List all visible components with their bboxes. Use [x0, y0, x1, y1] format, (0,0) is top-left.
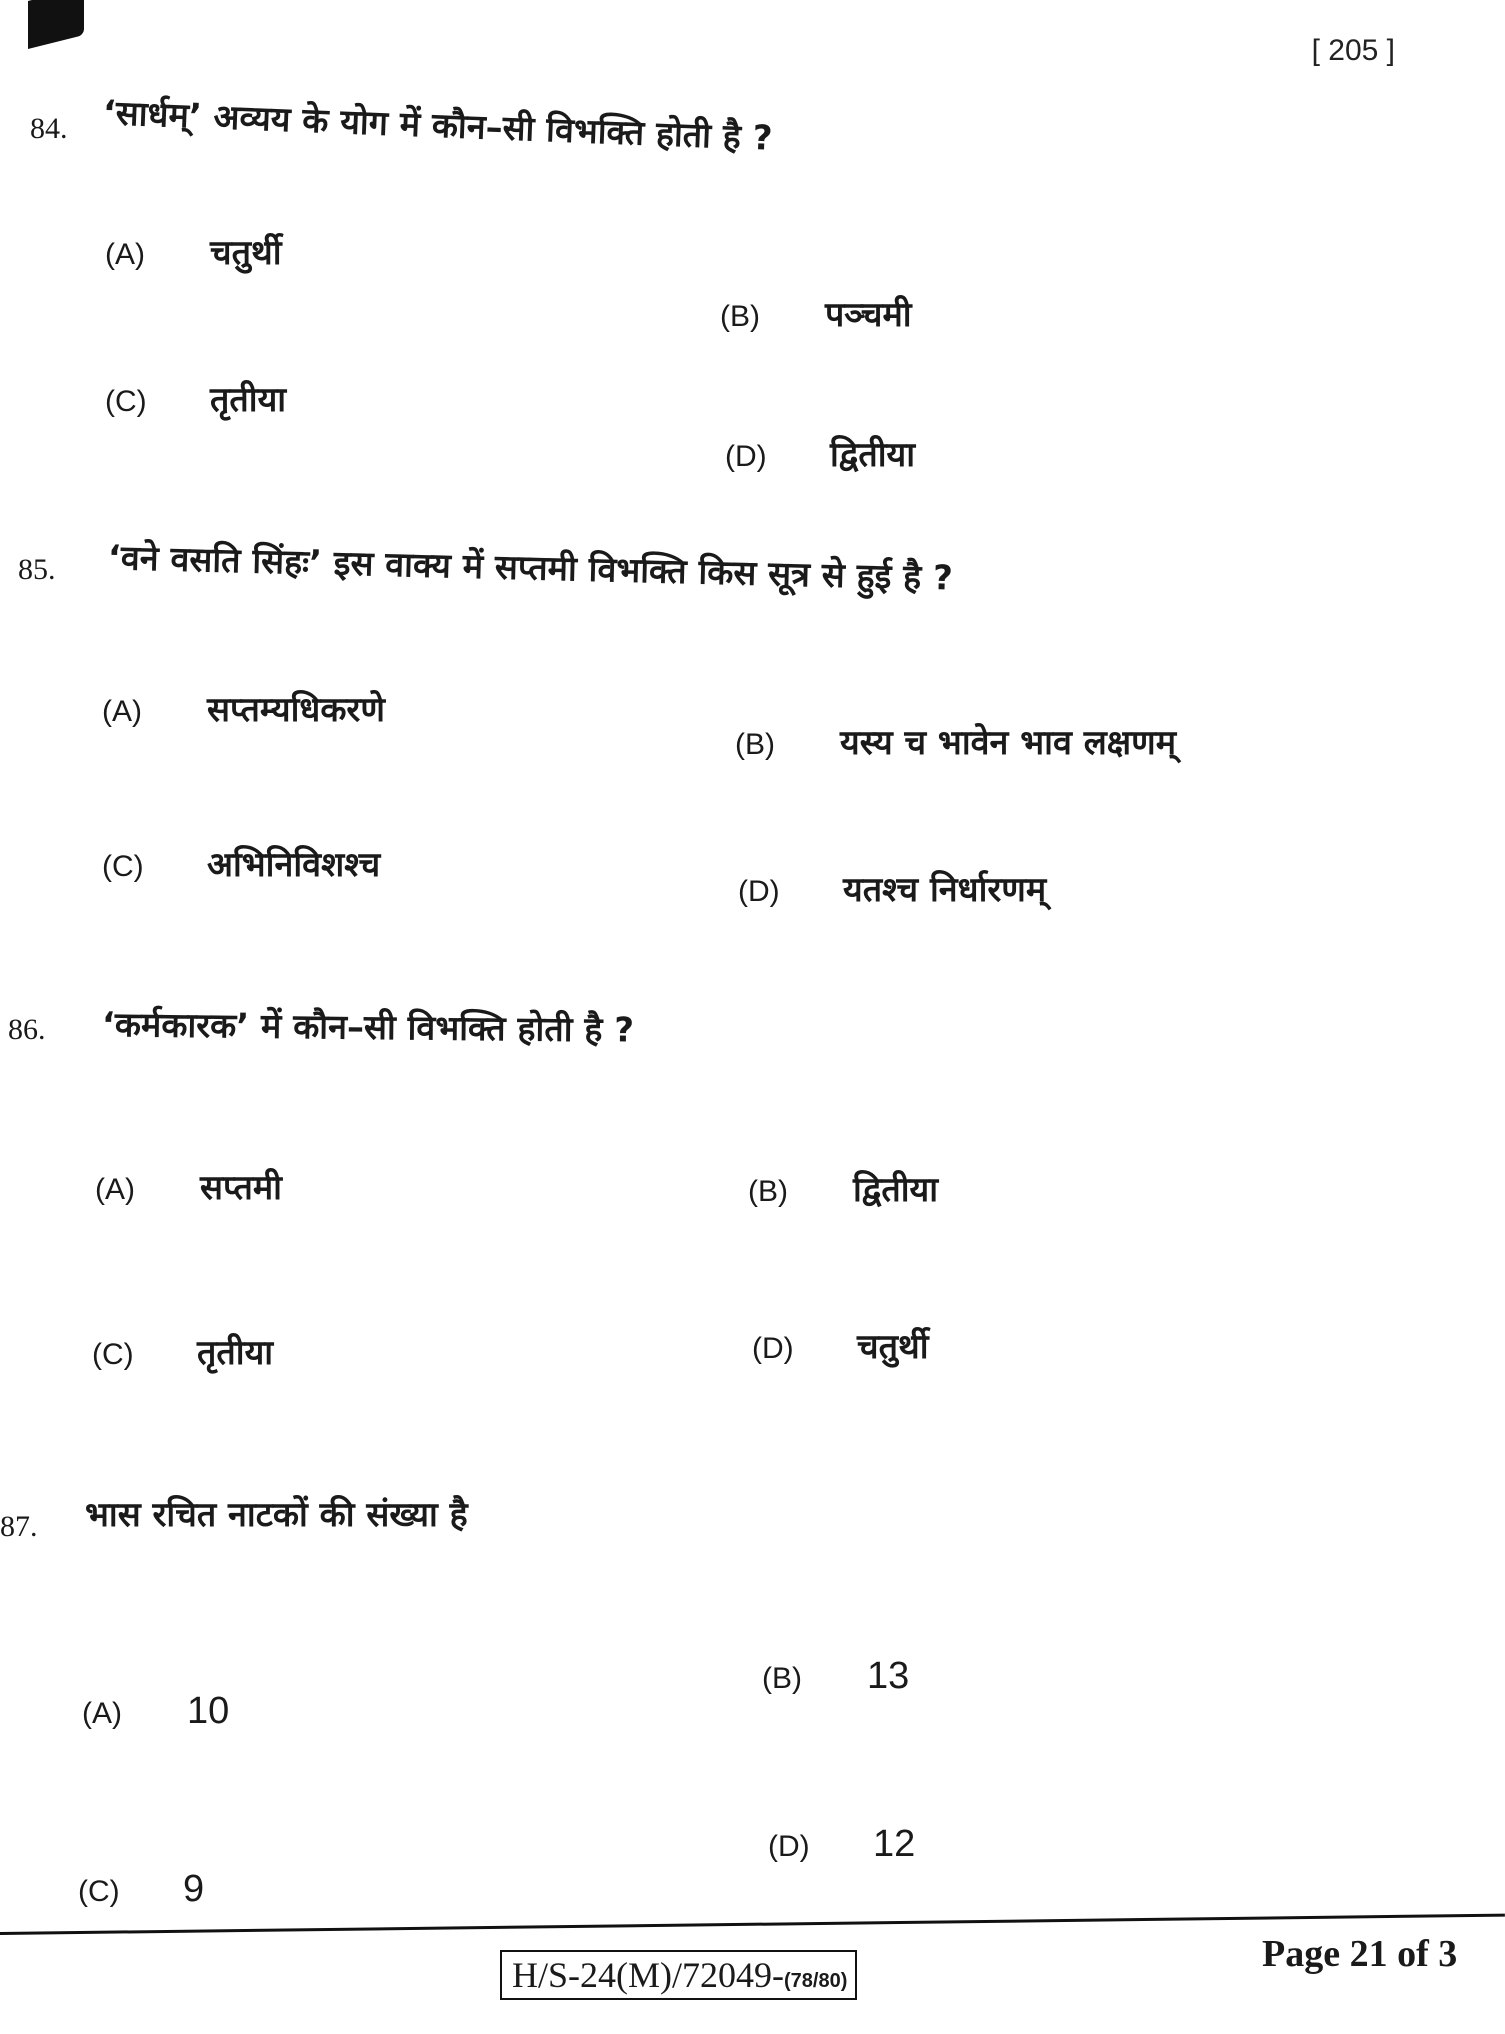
option-letter: (A)	[95, 1173, 135, 1206]
option-d[interactable]	[725, 430, 915, 476]
question-number: 87.	[0, 1510, 38, 1543]
option-b[interactable]	[720, 290, 912, 336]
page-number: Page 21 of 3	[1262, 1933, 1458, 1975]
option-c[interactable]	[105, 375, 286, 421]
option-text: 9	[183, 1868, 205, 1910]
question-number: 85.	[18, 553, 56, 586]
option-letter: (A)	[102, 695, 142, 728]
option-text: यस्य च भावेन भाव लक्षणम्	[840, 723, 1177, 763]
option-a[interactable]	[102, 685, 385, 731]
option-text: द्वितीया	[830, 435, 916, 475]
option-text: अभिनिविशश्च	[207, 845, 381, 885]
option-text: चतुर्थी	[857, 1327, 929, 1367]
booklet-code-main: H/S-24(M)/72049-	[512, 1955, 784, 1995]
booklet-code-suffix: (78/80)	[784, 1970, 848, 1992]
option-letter: (C)	[105, 385, 147, 418]
question-text: ‘कर्मकारक’ में कौन–सी विभक्ति होती है ?	[101, 1005, 635, 1051]
option-c[interactable]	[92, 1328, 273, 1374]
option-text: तृतीया	[197, 1333, 274, 1373]
option-letter: (C)	[92, 1338, 134, 1371]
question-number: 84.	[30, 112, 68, 145]
option-text: सप्तम्यधिकरणे	[207, 690, 385, 730]
option-text: द्वितीया	[853, 1170, 939, 1210]
question-text: ‘सार्धम्’ अव्यय के योग में कौन–सी विभक्ति होती है ?	[102, 93, 774, 159]
option-d[interactable]	[752, 1322, 929, 1368]
option-a[interactable]	[105, 228, 282, 274]
option-b[interactable]	[748, 1165, 938, 1211]
option-letter: (B)	[735, 728, 775, 761]
option-text: चतुर्थी	[210, 233, 282, 273]
option-text: 13	[867, 1655, 910, 1697]
option-c[interactable]	[78, 1868, 204, 1911]
option-c[interactable]	[102, 840, 380, 886]
option-text: 12	[873, 1823, 916, 1865]
option-letter: (D)	[768, 1830, 810, 1863]
question-text: ‘वने वसति सिंहः’ इस वाक्य में सप्तमी विभक्ति किस सूत्र से हुई है ?	[107, 538, 954, 599]
option-a[interactable]	[82, 1690, 229, 1733]
option-d[interactable]	[768, 1823, 915, 1866]
option-letter: (A)	[105, 238, 145, 271]
option-a[interactable]	[95, 1163, 282, 1209]
option-text: तृतीया	[210, 380, 287, 420]
option-text: 10	[187, 1690, 230, 1732]
option-text: सप्तमी	[200, 1168, 282, 1208]
option-b[interactable]	[735, 718, 1176, 764]
booklet-code	[500, 1950, 857, 2000]
corner-print-mark	[28, 0, 84, 49]
option-letter: (B)	[748, 1175, 788, 1208]
option-letter: (C)	[102, 850, 144, 883]
option-letter: (D)	[752, 1332, 794, 1365]
option-b[interactable]	[762, 1655, 909, 1698]
option-letter: (A)	[82, 1697, 122, 1730]
option-letter: (B)	[720, 300, 760, 333]
question-text: भास रचित नाटकों की संख्या है	[85, 1495, 468, 1535]
option-d[interactable]	[738, 865, 1046, 911]
paper-code-tag: [ 205 ]	[1311, 34, 1395, 67]
option-letter: (D)	[738, 875, 780, 908]
option-text: यतश्च निर्धारणम्	[843, 870, 1047, 910]
option-letter: (C)	[78, 1875, 120, 1908]
option-letter: (B)	[762, 1662, 802, 1695]
option-letter: (D)	[725, 440, 767, 473]
option-text: पञ्चमी	[825, 295, 912, 335]
question-number: 86.	[8, 1013, 46, 1046]
